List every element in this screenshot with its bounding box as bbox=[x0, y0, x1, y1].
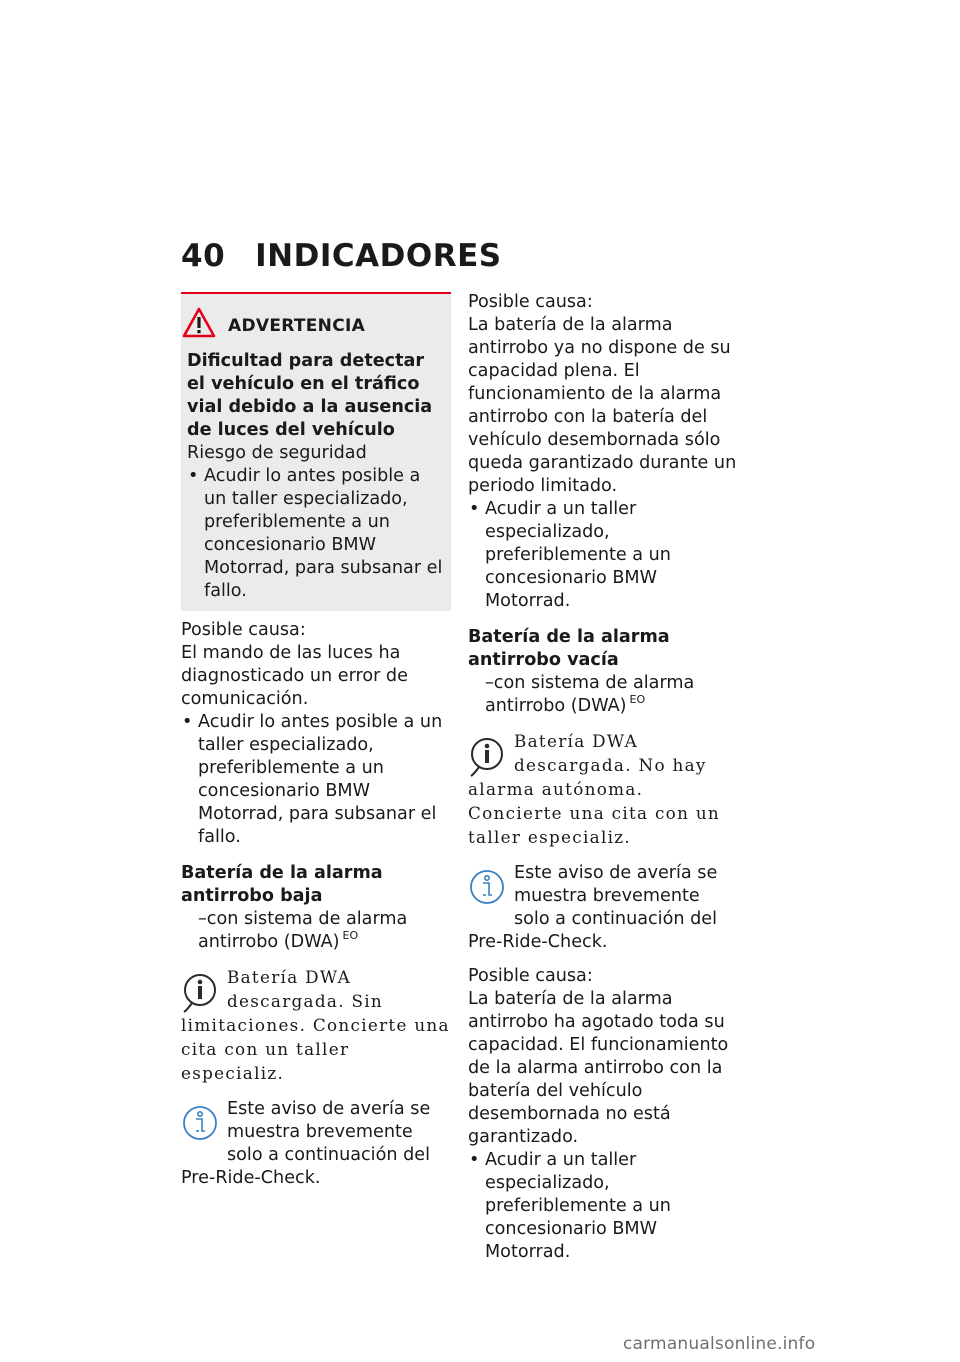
warning-action: • Acudir lo antes posible a un taller especializado, preferiblemente a un concesionario BMW Motorrad, para subsanar el fallo. bbox=[187, 465, 445, 603]
info-note-block bbox=[181, 1098, 451, 1190]
info-note-text: Este aviso de avería se muestra brevemente solo a continuación del Pre-Ride-Check. bbox=[181, 1099, 431, 1188]
warning-box bbox=[181, 292, 451, 611]
left-column bbox=[181, 292, 451, 1190]
cause-label: Posible causa: bbox=[468, 292, 593, 312]
info-note-icon bbox=[468, 866, 508, 910]
display-message-block bbox=[468, 730, 738, 850]
section-title-battery-empty: Batería de la alarma antirrobo vacía bbox=[468, 627, 670, 670]
action-item: • Acudir lo antes posible a un taller especializado, preferiblemente a un concesionario BMW Motorrad, para subsanar el fallo. bbox=[181, 711, 451, 849]
equipment-code: EO bbox=[629, 693, 646, 706]
right-column bbox=[468, 291, 738, 1264]
page-number: 40 bbox=[181, 238, 226, 274]
display-message-text: Batería DWA descargada. Sin limitaciones. Concierte una cita con un taller especializ. bbox=[181, 967, 450, 1083]
page-header bbox=[181, 238, 502, 274]
info-note-block bbox=[468, 862, 738, 954]
info-note-text: Este aviso de avería se muestra brevemente solo a continuación del Pre-Ride-Check. bbox=[468, 863, 718, 952]
page-title: INDICADORES bbox=[255, 238, 502, 274]
equipment-code: EO bbox=[342, 929, 359, 942]
cause-text: La batería de la alarma antirrobo ya no dispone de su capacidad plena. El funcionamiento de la alarma antirrobo con la batería del vehículo desembornada sólo queda garantizado durante un periodo limitado. bbox=[468, 315, 737, 496]
cause-text: El mando de las luces ha diagnosticado un error de comunicación. bbox=[181, 643, 408, 709]
action-item: • Acudir a un taller especializado, preferiblemente a un concesionario BMW Motorrad. bbox=[468, 1149, 738, 1264]
display-message-text: Batería DWA descargada. No hay alarma autónoma. Concierte una cita con un taller especializ. bbox=[468, 731, 721, 847]
warning-label: ADVERTENCIA bbox=[228, 315, 366, 336]
equipment-condition: –con sistema de alarma antirrobo (DWA) $^{EO}$ bbox=[198, 909, 408, 952]
cause-label: Posible causa: bbox=[468, 966, 593, 986]
info-display-icon bbox=[468, 734, 508, 778]
cause-text: La batería de la alarma antirrobo ha agotado toda su capacidad. El funcionamiento de la alarma antirrobo con la batería del vehículo desembornada no está garantizado. bbox=[468, 989, 729, 1147]
warning-risk: Riesgo de seguridad bbox=[187, 443, 367, 463]
cause-label: Posible causa: bbox=[181, 620, 306, 640]
section-title-battery-low: Batería de la alarma antirrobo baja bbox=[181, 863, 383, 906]
info-display-icon bbox=[181, 970, 221, 1014]
action-item: • Acudir a un taller especializado, preferiblemente a un concesionario BMW Motorrad. bbox=[468, 498, 738, 613]
warning-header bbox=[182, 308, 445, 344]
warning-triangle-icon bbox=[182, 307, 216, 346]
equipment-condition: –con sistema de alarma antirrobo (DWA) $^{EO}$ bbox=[485, 673, 695, 716]
warning-headline: Dificultad para detectar el vehículo en el tráfico vial debido a la ausencia de luces del vehículo bbox=[187, 351, 433, 440]
watermark: carmanualsonline.info bbox=[623, 1334, 816, 1354]
info-note-icon bbox=[181, 1102, 221, 1146]
display-message-block bbox=[181, 966, 451, 1086]
